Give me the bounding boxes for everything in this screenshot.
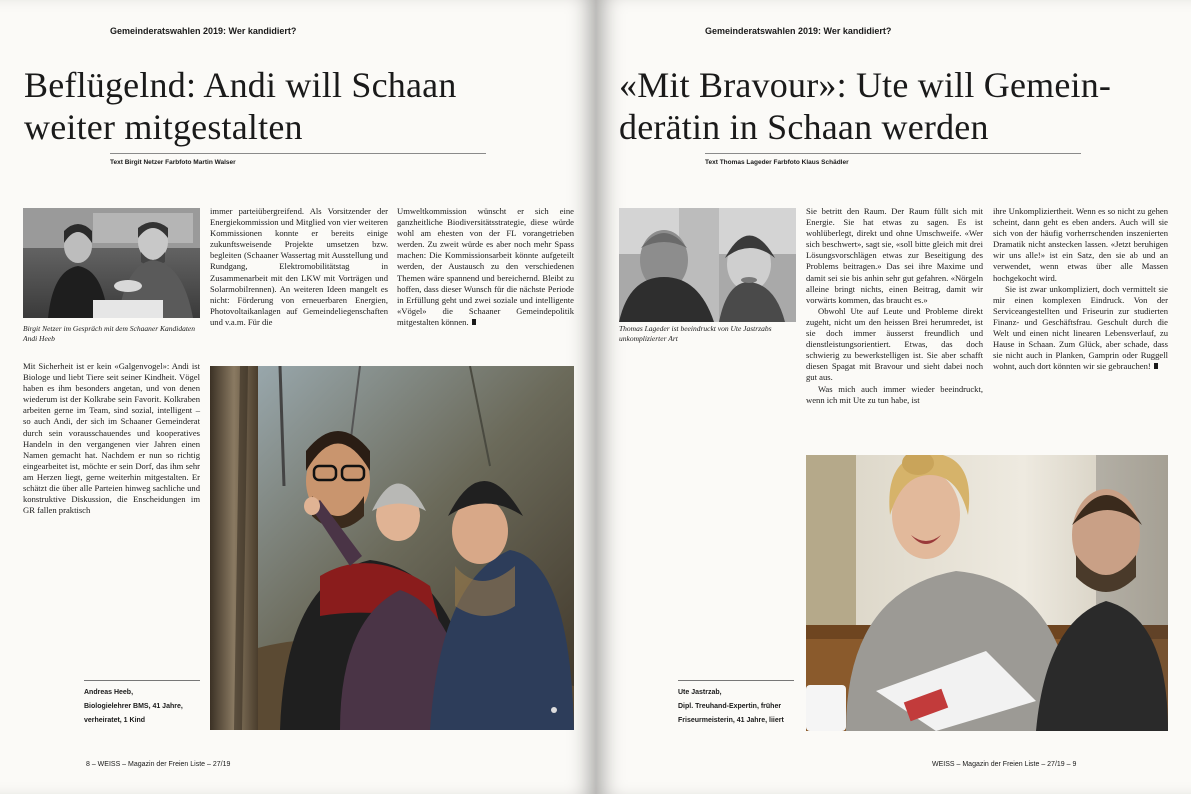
left-caption: Birgit Netzer im Gespräch mit dem Schaaner Kandidaten Andi Heeb bbox=[23, 324, 195, 343]
right-kicker: Gemeinderatswahlen 2019: Wer kandidiert? bbox=[705, 26, 892, 36]
left-col3-text: Umweltkommission wünscht er sich eine ganzheitliche Biodiversitätsstrategie, diese würde wohl am ehesten von der FL vorangetrieben werden. Zu zweit würde es aber noch mehr Spass machen: Die Kommissionsarbeit könnte aufgeteilt werden, der Austausch zu den verschiedenen Themen wäre spannend und bereichernd. Bleibt zu hoffen, dass dieser Wunsch für die nächste Periode in Erfüllung geht und zwei soziale und intelligente «Vögel» die Schaaner Gemeindepolitik mitgestalten können. bbox=[397, 206, 574, 327]
left-bio-line3: verheiratet, 1 Kind bbox=[84, 717, 146, 724]
left-bio-name: Andreas Heeb, bbox=[84, 689, 134, 696]
left-bio-line2: Biologielehrer BMS, 41 Jahre, bbox=[84, 703, 183, 710]
right-credit: Text Thomas Lageder Farbfoto Klaus Schädler bbox=[705, 159, 849, 166]
right-bio-line2: Dipl. Treuhand-Expertin, früher bbox=[678, 703, 782, 710]
right-title-line1: «Mit Bravour»: Ute will Gemein- bbox=[619, 65, 1112, 105]
right-bio-rule bbox=[678, 680, 794, 681]
right-page bbox=[596, 0, 1191, 794]
right-title-rule bbox=[705, 153, 1081, 154]
end-mark bbox=[1154, 363, 1158, 369]
left-credit: Text Birgit Netzer Farbfoto Martin Walser bbox=[110, 159, 236, 166]
right-col3-text-a: ihre Unkompliziertheit. Wenn es so nicht zu gehen scheint, dann geht es eben anders. Auch will sie sich von der häufig vorherrschenden inszenierten Dramatik nicht anstecken lassen. «Jetzt beruhigen wir uns alle!» ist ein Satz, den sie ab und an verwendet, wenn etwas über alle Massen hochgekocht wird. bbox=[993, 206, 1168, 283]
left-footer: 8 – WEISS – Magazin der Freien Liste – 27/19 bbox=[86, 761, 231, 768]
right-title-line2: derätin in Schaan werden bbox=[619, 107, 989, 147]
left-headline bbox=[24, 64, 584, 148]
right-col3-text-b: Sie ist zwar unkompliziert, doch vermittelt sie mir einen komplexen Eindruck. Von der Serviceangestellten und Friseurin zur studierten Finanz- und Geschäftsfrau. Geschult durch die Welt und einen nicht linearen Lebensverlauf, zu Hause in Schaan. Zum Glück, aber schade, dass sie nicht auch in Planken, Gamprin oder Ruggell wohnt, auch dort könnten wir sie gebrauchen! bbox=[993, 283, 1168, 372]
right-col3-wrap-b bbox=[993, 284, 1168, 373]
left-bio bbox=[84, 686, 204, 728]
left-bio-rule bbox=[84, 680, 200, 681]
right-caption: Thomas Lageder ist beeindruckt von Ute Jastrzabs unkomplizierter Art bbox=[619, 324, 772, 343]
right-col2-text-b: Obwohl Ute auf Leute und Probleme direkt zugeht, nicht um den heissen Brei herumredet, ist sie doch immer äusserst freundlich und dienstleistungsorientiert. Etwas, das doch schwierig zu bewerkstelligen ist. Sie aber schafft diesen Spagat mit Bravour und sieht dabei noch gut aus. bbox=[806, 305, 983, 383]
left-kicker: Gemeinderatswahlen 2019: Wer kandidiert? bbox=[110, 26, 297, 36]
right-bio-line3: Friseurmeisterin, 41 Jahre, liiert bbox=[678, 717, 784, 724]
right-bio-name: Ute Jastrzab, bbox=[678, 689, 722, 696]
right-col2-text-a: Sie betritt den Raum. Der Raum füllt sich mit Energie. Sie hat etwas zu sagen. Es ist wohlüberlegt, direkt und ohne Umschweife. «Wer sich beschwert», sagt sie, «soll bitte gleich mit drei Lösungsvorschlägen etwas zur Beseitigung des Problems beitragen.» Das sei ihre Maxime und damit sei sie bis anhin sehr gut gefahren. «Nörgeln alleine bringt nichts, einen Beitrag, damit wir vorwärts kommen, das braucht es.» bbox=[806, 206, 983, 305]
left-col1-text: Mit Sicherheit ist er kein «Galgenvogel»: Andi ist Biologe und liebt Tiere seit seiner Kindheit. Vögel haben es ihm besonders angetan, und von denen wiederum ist der Kolkrabe sein Favorit. Kolkraben arbeiten gerne im Team, sind sozial, intelligent – so auch Andi, der sich im Schaaner Gemeinderat durch sein vorausschauendes und kooperatives Handeln in den vergangenen vier Jahren einen Namen gemacht hat. Nachdem er nun so richtig eingearbeitet ist, möchte er sein Dorf, das ihm sehr am Herzen liegt, gerne weiterhin mitgestalten. Er schätzt die über alle Parteien hinweg sachliche und konstruktive Diskussion, die Enscheidungen im GR fallen praktisch bbox=[23, 361, 200, 516]
right-col2 bbox=[806, 206, 983, 406]
right-footer: WEISS – Magazin der Freien Liste – 27/19 – 9 bbox=[932, 761, 1077, 768]
right-headline bbox=[619, 64, 1179, 148]
right-main-photo bbox=[806, 455, 1168, 731]
right-bio bbox=[678, 686, 803, 728]
left-title-line2: weiter mitgestalten bbox=[24, 107, 303, 147]
left-col2-text: immer parteiübergreifend. Als Vorsitzender der Energiekommission und Mitglied von vier weiteren Kommissionen konnte er bereits einige zukunftsweisende Projekte umsetzen bzw. begleiten (Schaaner Wassertag mit Ausstellung und Rundgang, Elektromobilitätstag in Zusammenarbeit mit den LKW mit Vorträgen und Solarmobilrennen). An weiteren Ideen mangelt es nicht: Förderung von erneuerbaren Energien, Photovoltaikanlagen auf Gemeindeliegenschaften und v.a.m. Für die bbox=[210, 206, 388, 327]
left-col3-wrap bbox=[397, 206, 574, 328]
left-title-rule bbox=[110, 153, 486, 154]
right-small-photo bbox=[619, 208, 796, 322]
end-mark bbox=[472, 319, 476, 325]
left-small-photo bbox=[23, 208, 200, 318]
left-title-line1: Beflügelnd: Andi will Schaan bbox=[24, 65, 457, 105]
left-main-photo bbox=[210, 366, 574, 730]
right-col3 bbox=[993, 206, 1168, 372]
right-col2-text-c: Was mich auch immer wieder beeindruckt, wenn ich mit Ute zu tun habe, ist bbox=[806, 383, 983, 405]
